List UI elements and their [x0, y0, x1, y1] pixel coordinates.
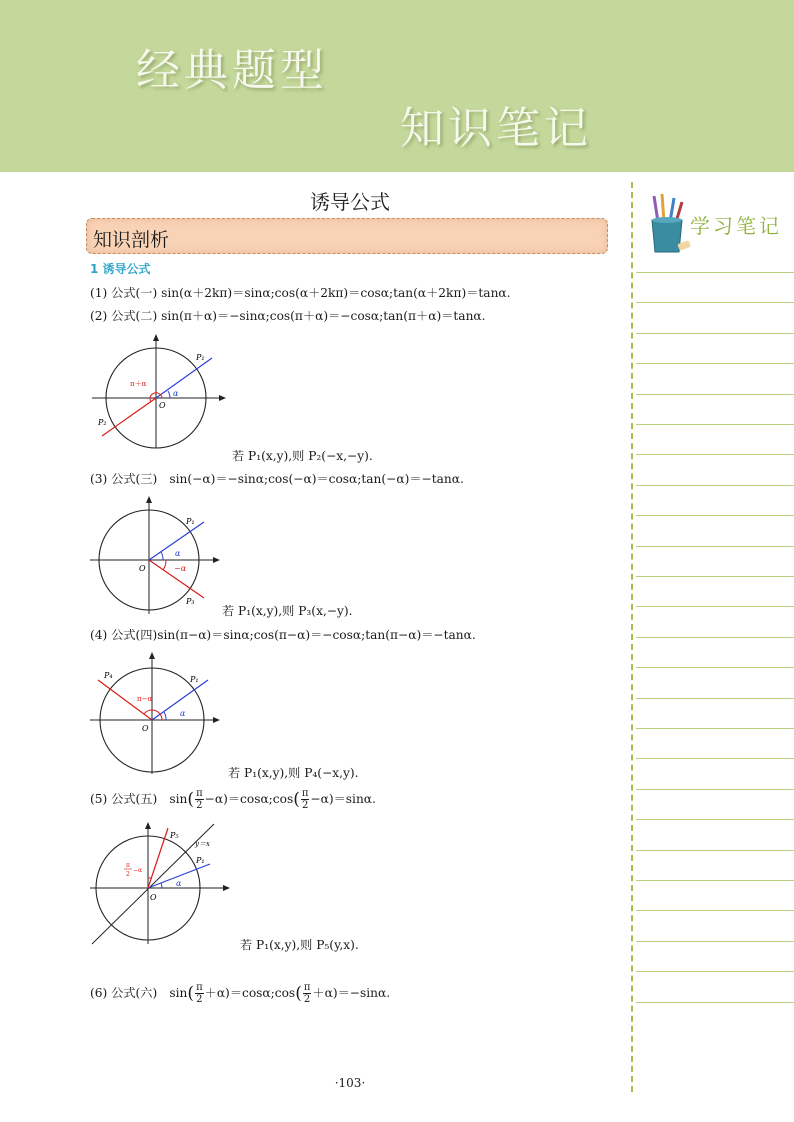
- section-heading-bar: [86, 218, 608, 254]
- unit-circle-diagram-2: [86, 330, 236, 452]
- notes-rule-line: [636, 971, 794, 972]
- caption-4: 若 P₁(x,y),则 P₄(−x,y).: [228, 766, 359, 780]
- label-alpha: α: [175, 549, 181, 558]
- caption-2: 若 P₁(x,y),则 P₂(−x,−y).: [232, 449, 373, 463]
- label-p5: P₅: [170, 831, 179, 840]
- notes-rule-line: [636, 363, 794, 364]
- notes-rule-line: [636, 850, 794, 851]
- notes-rule-line: [636, 302, 794, 303]
- unit-circle-diagram-5: [86, 820, 236, 948]
- label-angle: π−α: [137, 695, 153, 703]
- svg-text:−α: −α: [133, 867, 143, 874]
- label-alpha: α: [173, 389, 179, 398]
- label-origin: O: [150, 893, 157, 902]
- label-neg-alpha: −α: [174, 564, 187, 573]
- page-title: 诱导公式: [310, 190, 390, 214]
- caption-3: 若 P₁(x,y),则 P₃(x,−y).: [222, 604, 353, 618]
- formula-5-label: (5) 公式(五): [90, 792, 158, 806]
- svg-text:2: 2: [126, 871, 130, 878]
- label-origin: O: [142, 724, 149, 733]
- fraction-pi-over-2: $\frac{\pi}{2}$: [301, 788, 309, 811]
- label-p1: P₁: [196, 856, 205, 865]
- notes-rule-line: [636, 454, 794, 455]
- banner-title-sub: 知识笔记: [400, 103, 592, 154]
- formula-2: (2) 公式(二) sin(π＋α)＝−sinα;cos(π＋α)＝−cosα;tan(π＋α)＝tanα.: [90, 309, 486, 323]
- notes-rule-line: [636, 910, 794, 911]
- notes-rule-line: [636, 394, 794, 395]
- notes-label: 学习笔记: [690, 214, 782, 238]
- notes-rule-line: [636, 637, 794, 638]
- notes-rule-line: [636, 758, 794, 759]
- label-angle: π＋α: [130, 380, 147, 388]
- formula-1: (1) 公式(一) sin(α＋2kπ)＝sinα;cos(α＋2kπ)＝cosα;tan(α＋2kπ)＝tanα.: [90, 286, 511, 300]
- notes-rule-line: [636, 576, 794, 577]
- fraction-pi-over-2: $\frac{\pi}{2}$: [196, 788, 203, 811]
- formula-4: (4) 公式(四)sin(π−α)＝sinα;cos(π−α)＝−cosα;tan(π−α)＝−tanα.: [90, 628, 476, 642]
- fraction-pi-over-2: $\frac{\pi}{2}$: [196, 982, 203, 1005]
- notes-rule-line: [636, 819, 794, 820]
- label-origin: O: [159, 401, 166, 410]
- notes-rule-line: [636, 606, 794, 607]
- notes-rule-line: [636, 789, 794, 790]
- label-p2: P₂: [98, 418, 107, 427]
- page-number: ·103·: [334, 1076, 366, 1090]
- notes-divider: [631, 182, 633, 1092]
- formula-5: (5) 公式(五) sin( $\frac{\pi}{2}$ −α)＝cosα;cos( $\frac{\pi}{2}$ −α)＝sinα.: [90, 788, 376, 811]
- label-alpha: α: [176, 879, 182, 888]
- formula-3: (3) 公式(三) sin(−α)＝−sinα;cos(−α)＝cosα;tan(−α)＝−tanα.: [90, 472, 464, 486]
- notes-rule-line: [636, 667, 794, 668]
- label-p1: P₁: [186, 517, 195, 526]
- formula-6-label: (6) 公式(六): [90, 986, 158, 1000]
- label-p1: P₁: [196, 353, 205, 362]
- label-y-equals-x: y＝x: [195, 840, 210, 848]
- terminal-side-alpha: [156, 358, 212, 398]
- notes-rule-line: [636, 546, 794, 547]
- notes-rule-line: [636, 880, 794, 881]
- section-heading: 知识剖析: [93, 229, 170, 251]
- notes-rule-line: [636, 333, 794, 334]
- notes-rule-line: [636, 698, 794, 699]
- notes-rule-line: [636, 485, 794, 486]
- label-p4: P₄: [104, 671, 113, 680]
- notes-rule-line: [636, 1002, 794, 1003]
- label-p1: P₁: [190, 675, 199, 684]
- notes-rule-line: [636, 424, 794, 425]
- label-origin: O: [139, 564, 146, 573]
- notes-rule-line: [636, 728, 794, 729]
- unit-circle-diagram-3: [86, 494, 236, 616]
- sub-heading: 1 诱导公式: [90, 262, 151, 276]
- caption-5: 若 P₁(x,y),则 P₅(y,x).: [240, 938, 359, 952]
- formula-6: (6) 公式(六) sin( $\frac{\pi}{2}$ ＋α)＝cosα;cos( $\frac{\pi}{2}$ ＋α)＝−sinα.: [90, 982, 391, 1005]
- fraction-pi-over-2: $\frac{\pi}{2}$: [303, 982, 311, 1005]
- notes-rule-line: [636, 272, 794, 273]
- label-p3: P₃: [186, 597, 195, 606]
- banner-title-main: 经典题型: [136, 45, 328, 96]
- header-banner: [0, 0, 794, 172]
- notes-rule-line: [636, 941, 794, 942]
- svg-text:π: π: [126, 862, 130, 869]
- notes-rule-line: [636, 515, 794, 516]
- unit-circle-diagram-4: [86, 650, 236, 776]
- label-alpha: α: [180, 709, 186, 718]
